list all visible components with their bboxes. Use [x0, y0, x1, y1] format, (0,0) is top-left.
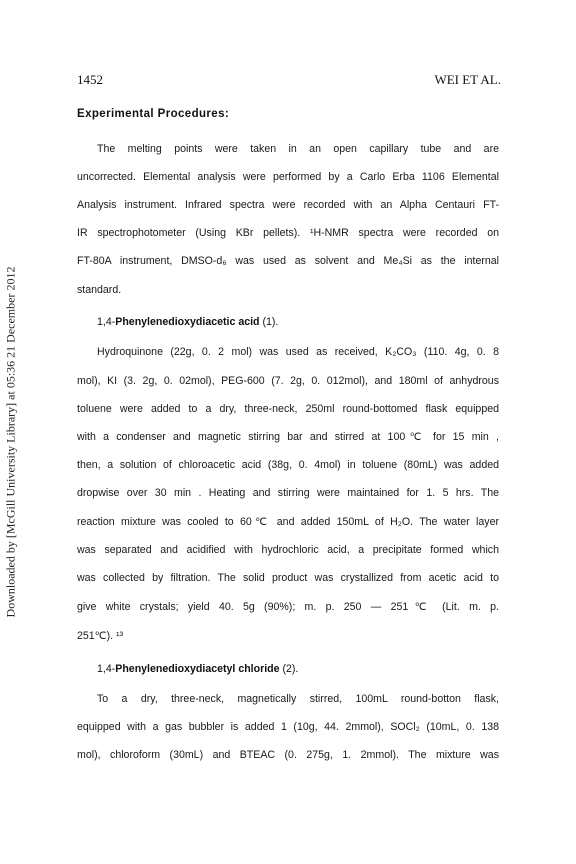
paragraph-line: IR spectrophotometer (Using KBr pellets). ¹H-NMR spectra were recorded on [77, 227, 499, 239]
paragraph-line: with a condenser and magnetic stirring bar and stirred at 100℃ for 15 min , [77, 431, 499, 443]
download-notice-text: Downloaded by [McGill University Library] at 05:36 21 December 2012 [3, 266, 18, 618]
paragraph-line: reaction mixture was cooled to 60℃ and added 150mL of H₂O. The water layer [77, 516, 499, 528]
paragraph-line: standard. [77, 284, 122, 296]
paragraph-line: To a dry, three-neck, magnetically stirred, 100mL round-botton flask, [97, 693, 499, 705]
paragraph-line: equipped with a gas bubbler is added 1 (10g, 44. 2mmol), SOCl₂ (10mL, 0. 138 [77, 721, 499, 733]
running-head-authors: WEI ET AL. [434, 72, 501, 87]
paragraph-line: toluene were added to a dry, three-neck, 250ml round-bottomed flask equipped [77, 403, 499, 415]
paragraph-line: uncorrected. Elemental analysis were performed by a Carlo Erba 1106 Elemental [77, 171, 499, 183]
paragraph-line: give white crystals; yield 40. 5g (90%); m. p. 250 — 251℃ (Lit. m. p. [77, 601, 499, 613]
paragraph-line: was separated and acidified with hydrochloric acid, a precipitate formed which [77, 544, 499, 556]
compound-2-prefix: 1,4- [97, 663, 116, 675]
paragraph-line: 251℃). ¹³ [77, 630, 124, 642]
paragraph-line: Hydroquinone (22g, 0. 2 mol) was used as received, K₂CO₃ (110. 4g, 0. 8 [97, 346, 499, 358]
paragraph-line: then, a solution of chloroacetic acid (38g, 0. 4mol) in toluene (80mL) was added [77, 459, 499, 471]
compound-1-name: Phenylenedioxydiacetic acid [115, 316, 260, 328]
paragraph-line: mol), chloroform (30mL) and BTEAC (0. 275g, 1. 2mmol). The mixture was [77, 749, 499, 761]
compound-1-prefix: 1,4- [97, 316, 116, 328]
paragraph-line: mol), KI (3. 2g, 0. 02mol), PEG-600 (7. 2g, 0. 012mol), and 180ml of anhydrous [77, 375, 499, 387]
compound-2-suffix: (2). [279, 663, 299, 675]
page-number: 1452 [77, 72, 103, 87]
paragraph-line: was collected by filtration. The solid product was crystallized from acetic acid to [77, 572, 499, 584]
compound-1-heading [97, 315, 278, 329]
paragraph-line: Analysis instrument. Infrared spectra were recorded with an Alpha Centauri FT- [77, 199, 499, 211]
compound-2-heading [97, 662, 298, 676]
compound-1-suffix: (1). [259, 316, 279, 328]
paragraph-line: FT-80A instrument, DMSO-d₆ was used as solvent and Me₄Si as the internal [77, 255, 499, 267]
paragraph-line: The melting points were taken in an open capillary tube and are [97, 143, 499, 155]
paragraph-line: dropwise over 30 min . Heating and stirring were maintained for 1. 5 hrs. The [77, 487, 499, 499]
section-heading: Experimental Procedures: [77, 108, 230, 120]
compound-2-name: Phenylenedioxydiacetyl chloride [115, 663, 280, 675]
